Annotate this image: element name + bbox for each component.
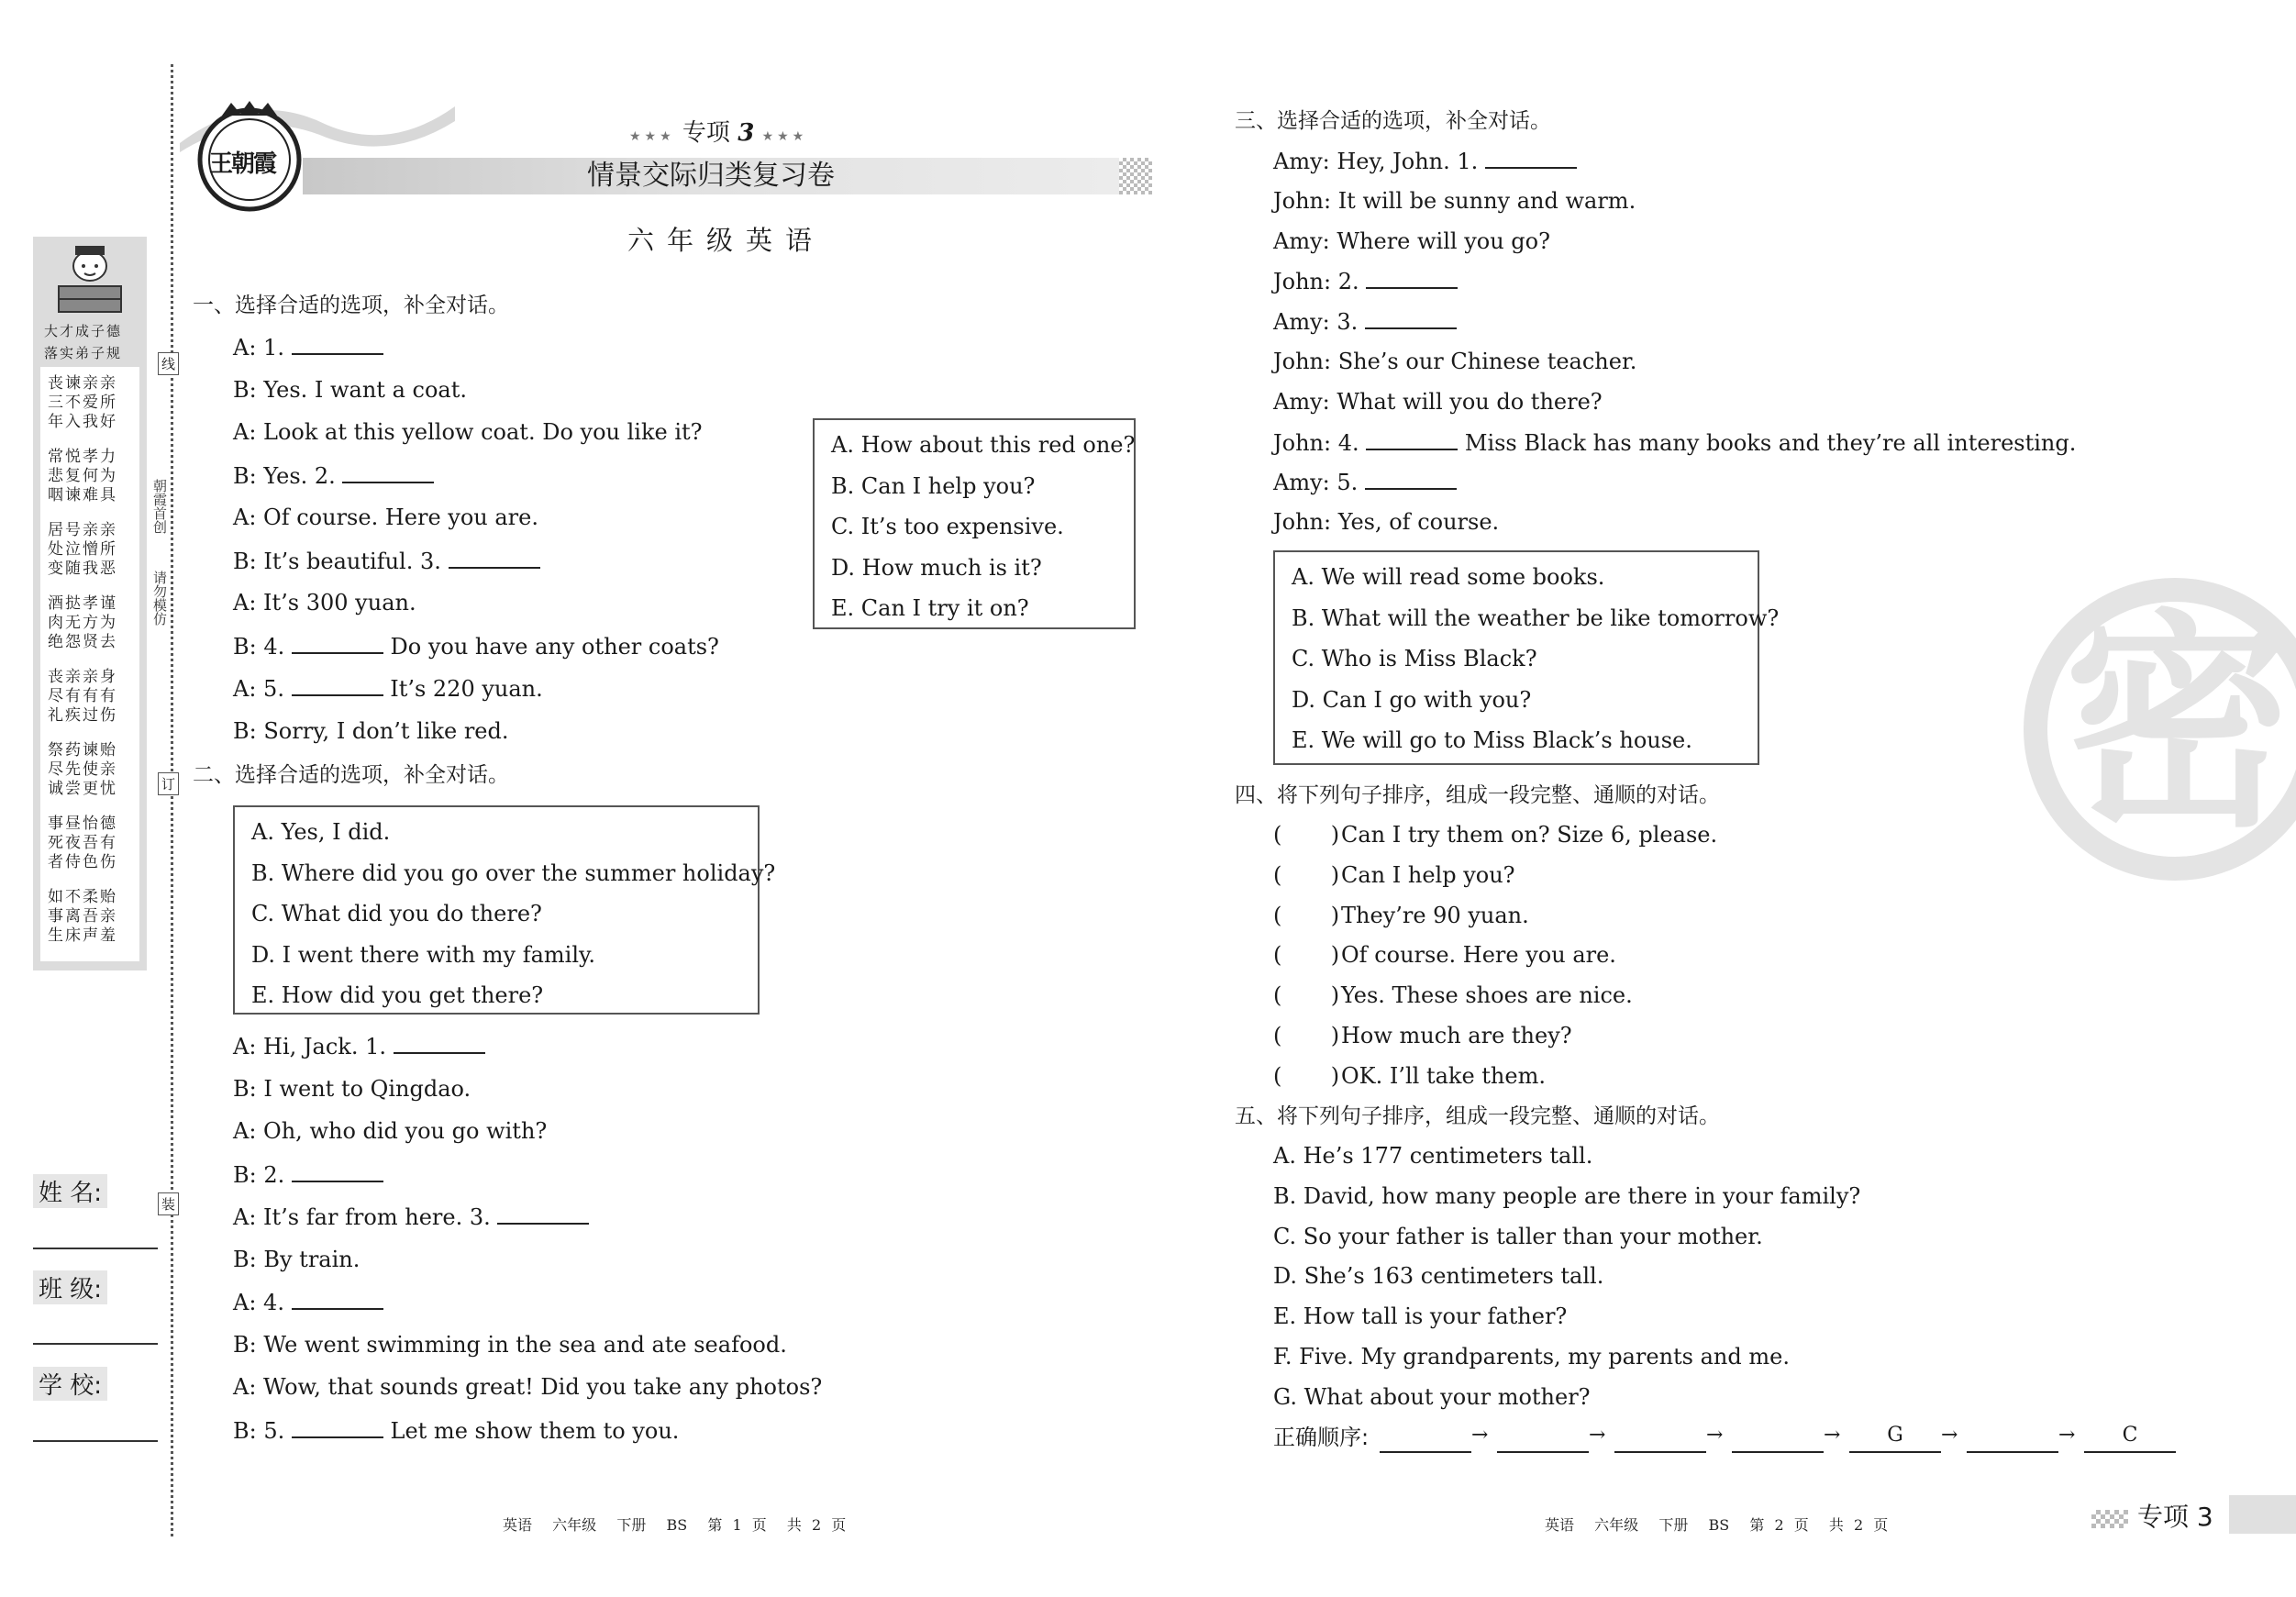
sidebar-verse-row: 变随我恶 <box>48 560 117 578</box>
line-text: B: 5. <box>233 1417 292 1444</box>
stars-left: ★★★ <box>629 129 675 144</box>
answer-blank[interactable] <box>497 1203 589 1225</box>
option-item: B. Can I help you? <box>831 472 1036 499</box>
dialogue-line <box>233 1160 383 1189</box>
line-text: A: It’s 300 yuan. <box>233 590 416 616</box>
sidebar-verse-row: 丧亲亲身 <box>48 668 117 686</box>
order-sentence: Of course. Here you are. <box>1341 942 1616 969</box>
answer-blank[interactable] <box>1485 147 1577 169</box>
dialogue-line <box>233 632 719 660</box>
order-slot[interactable] <box>1732 1424 1824 1453</box>
line-text: A: It’s far from here. 3. <box>233 1204 498 1230</box>
option-item: E. Can I try it on? <box>831 595 1029 621</box>
section1-options-box <box>813 418 1136 629</box>
order-slot[interactable] <box>1380 1424 1471 1453</box>
dialogue-line <box>233 589 416 616</box>
option-item: D. How much is it? <box>831 554 1042 581</box>
arrow-icon: → <box>1941 1424 1958 1447</box>
vertical-note-1: 朝霞首创 <box>151 479 168 534</box>
order-slot[interactable] <box>1967 1424 2058 1453</box>
line-text: Amy: 5. <box>1273 470 1365 496</box>
section3-options-box <box>1273 550 1780 765</box>
dialogue-line <box>233 461 434 490</box>
order-label: 正确顺序: <box>1273 1425 1370 1450</box>
sidebar-verse-row <box>48 726 117 741</box>
line-text: A: 4. <box>233 1290 292 1315</box>
dialogue-line <box>233 717 509 745</box>
sidebar-verse-row: 生床声羞 <box>48 926 117 945</box>
section4-heading: 四、将下列句子排序，组成一段完整、通顺的对话。 <box>1235 783 1720 807</box>
sidebar-verse-row: 诚尝更忧 <box>48 780 117 798</box>
sidebar-verse-row: 悲复何为 <box>48 467 117 485</box>
dialogue-line <box>1273 468 1457 496</box>
order-sentence: C. So your father is taller than your mother. <box>1273 1223 1763 1249</box>
option-item: A. Yes, I did. <box>251 819 391 845</box>
order-sentence: A. He’s 177 centimeters tall. <box>1273 1143 1593 1169</box>
sidebar-verse-row <box>48 872 117 888</box>
school-label: 学 校: <box>33 1367 107 1401</box>
dialogue-line <box>233 1246 360 1273</box>
order-slot[interactable]: G <box>1849 1424 1941 1453</box>
order-sentence: How much are they? <box>1341 1023 1572 1048</box>
answer-blank[interactable] <box>394 1032 485 1054</box>
sidebar-verse-row: 祭药谏贻 <box>48 741 117 760</box>
sidebar-verse-row: 尽有有有 <box>48 687 117 705</box>
footer-right: 英语 六年级 下册 BS 第 2 页 共 2 页 <box>1545 1516 1889 1534</box>
scholar-illustration-icon <box>46 240 134 323</box>
arrow-icon: → <box>1471 1424 1489 1447</box>
line-text: John: 4. <box>1273 429 1367 456</box>
line-text: B: Yes. 2. <box>233 462 343 489</box>
dialogue-line <box>233 376 467 404</box>
logo-text: 王朝霞 <box>209 150 276 178</box>
answer-blank[interactable] <box>342 461 434 483</box>
dialogue-line <box>233 504 538 531</box>
sidebar-motto-1: 大才成子德 <box>44 323 123 339</box>
order-answer-slot[interactable]: ( ) <box>1273 902 1340 928</box>
line-text: Amy: What will you do there? <box>1273 388 1603 415</box>
arrow-icon: → <box>1824 1424 1841 1447</box>
dialogue-line <box>1273 187 1636 215</box>
sidebar-verse-row <box>48 579 117 594</box>
option-item: C. It’s too expensive. <box>831 514 1064 539</box>
line-text: Amy: 3. <box>1273 309 1365 336</box>
line-text: A: Look at this yellow coat. Do you like it? <box>233 419 703 445</box>
answer-blank[interactable] <box>292 1288 383 1310</box>
section3-heading: 三、选择合适的选项，补全对话。 <box>1235 109 1551 133</box>
fold-mark-3: 装 <box>158 1192 179 1215</box>
line-text: B: I went to Qingdao. <box>233 1075 471 1102</box>
line-text: A: 1. <box>233 335 292 360</box>
stars-right: ★★★ <box>761 129 808 144</box>
series-label <box>629 114 807 148</box>
order-sentence: D. She’s 163 centimeters tall. <box>1273 1263 1604 1290</box>
sidebar-motto-2: 落实弟子规 <box>44 345 123 361</box>
order-sentence: Yes. These shoes are nice. <box>1341 982 1633 1009</box>
dialogue-line <box>233 333 383 361</box>
title-bar-checker <box>1119 158 1152 194</box>
sidebar-verse-row: 尽先使亲 <box>48 760 117 779</box>
dialogue-line <box>233 1075 471 1103</box>
sidebar-verse-row: 事离吾亲 <box>48 907 117 926</box>
sidebar-verse-row: 三不爱所 <box>48 394 117 412</box>
dialogue-line <box>233 418 703 446</box>
line-text: John: It will be sunny and warm. <box>1273 187 1636 214</box>
dialogue-line <box>233 1117 547 1145</box>
sidebar-verse-row: 居号亲亲 <box>48 521 117 539</box>
sidebar-verse-row <box>48 432 117 448</box>
option-item: A. How about this red one? <box>831 432 1136 458</box>
school-field[interactable] <box>33 1440 158 1442</box>
sidebar-verse-row: 处泣憎所 <box>48 540 117 559</box>
line-text: B: 2. <box>233 1161 292 1188</box>
dialogue-line <box>233 1203 589 1231</box>
order-sentence: Can I help you? <box>1341 861 1515 888</box>
fold-mark-1: 线 <box>158 352 179 375</box>
section2-options-box <box>233 805 776 1015</box>
line-text: Amy: Hey, John. 1. <box>1273 149 1485 174</box>
sidebar-verse-row: 绝怨贤去 <box>48 633 117 651</box>
line-text: A: Oh, who did you go with? <box>233 1118 548 1144</box>
line-text: B: Yes. I want a coat. <box>233 376 467 403</box>
option-item: E. We will go to Miss Black’s house. <box>1292 727 1692 753</box>
watermark-char: 密 <box>2064 591 2293 858</box>
line-text: B: We went swimming in the sea and ate seafood. <box>233 1331 787 1358</box>
dialogue-line <box>1273 428 2076 457</box>
section5-heading: 五、将下列句子排序，组成一段完整、通顺的对话。 <box>1235 1104 1720 1128</box>
dialogue-line <box>1273 508 1499 536</box>
order-slot[interactable]: C <box>2084 1424 2176 1453</box>
order-sentence: They’re 90 yuan. <box>1341 902 1529 928</box>
option-item: B. Where did you go over the summer holiday? <box>251 859 776 886</box>
line-text: A: 5. <box>233 676 292 702</box>
answer-blank[interactable] <box>292 674 383 696</box>
dialogue-line <box>233 1032 485 1060</box>
answer-blank[interactable] <box>292 1416 383 1438</box>
answer-blank[interactable] <box>449 547 540 569</box>
option-item: A. We will read some books. <box>1292 564 1605 590</box>
order-answer-row <box>1380 1424 2178 1453</box>
sidebar-verse-row: 者侍色伤 <box>48 853 117 871</box>
dialogue-line <box>1273 388 1603 416</box>
line-text: B: By train. <box>233 1246 360 1272</box>
option-item: C. What did you do there? <box>251 901 542 926</box>
answer-blank[interactable] <box>1366 267 1458 289</box>
sidebar-verse-row: 如不柔贻 <box>48 888 117 906</box>
footer-tag: 专项 3 <box>2137 1502 2213 1532</box>
line-text-after-blank: Miss Black has many books and they’re all interesting. <box>1458 429 2077 456</box>
sidebar-verses <box>48 374 117 946</box>
section1-heading: 一、选择合适的选项，补全对话。 <box>193 294 509 317</box>
dialogue-line <box>233 674 543 703</box>
name-label: 姓 名: <box>33 1174 107 1208</box>
line-text: A: Of course. Here you are. <box>233 505 538 530</box>
series-text: 专项 <box>682 119 730 147</box>
fold-mark-2: 订 <box>158 772 179 795</box>
order-answer-slot[interactable]: ( ) <box>1273 822 1340 848</box>
answer-blank[interactable] <box>292 333 383 355</box>
line-text: Amy: Where will you go? <box>1273 227 1550 254</box>
arrow-icon: → <box>1589 1424 1606 1447</box>
sidebar-verse-row: 常悦孝力 <box>48 448 117 466</box>
order-slot[interactable] <box>1614 1424 1706 1453</box>
dialogue-line <box>233 1331 787 1359</box>
dialogue-line <box>1273 227 1550 255</box>
option-item: C. Who is Miss Black? <box>1292 646 1537 671</box>
answer-blank[interactable] <box>292 1160 383 1182</box>
arrow-icon: → <box>2058 1424 2076 1447</box>
sidebar-verse-row: 丧谏亲亲 <box>48 374 117 393</box>
sidebar-verse-row: 死夜吾有 <box>48 834 117 852</box>
sidebar-verse-row: 礼疾过伤 <box>48 706 117 725</box>
sidebar-verse-row: 酒挞孝谨 <box>48 594 117 613</box>
sidebar-verse-row <box>48 799 117 815</box>
sidebar-verse-row: 年入我好 <box>48 413 117 431</box>
line-text: John: Yes, of course. <box>1273 509 1500 536</box>
dialogue-line <box>1273 348 1636 375</box>
order-slot[interactable] <box>1497 1424 1589 1453</box>
order-answer-slot[interactable]: ( ) <box>1273 1023 1340 1048</box>
order-answer-slot[interactable]: ( ) <box>1273 942 1340 969</box>
dialogue-line <box>233 547 540 575</box>
answer-blank[interactable] <box>1365 468 1457 490</box>
arrow-icon: → <box>1706 1424 1724 1447</box>
footer-tag-bg <box>2229 1495 2296 1534</box>
order-sentence: F. Five. My grandparents, my parents and me. <box>1273 1344 1790 1370</box>
page-title: 情景交际归类复习卷 <box>587 160 835 192</box>
dialogue-line <box>233 1288 383 1316</box>
footer-tag-squares <box>2091 1510 2128 1528</box>
dialogue-line <box>1273 267 1458 295</box>
line-text: A: Hi, Jack. 1. <box>233 1034 394 1059</box>
class-field[interactable] <box>33 1343 158 1345</box>
dialogue-line <box>1273 307 1457 336</box>
order-sentence: Can I try them on? Size 6, please. <box>1341 822 1718 848</box>
dialogue-line <box>233 1416 679 1445</box>
option-item: E. How did you get there? <box>251 982 544 1008</box>
line-text: John: 2. <box>1273 269 1367 295</box>
order-answer-slot[interactable]: ( ) <box>1273 982 1340 1009</box>
subject-title: 六年级英语 <box>627 225 826 256</box>
option-item: D. I went there with my family. <box>251 941 596 968</box>
section2-heading: 二、选择合适的选项，补全对话。 <box>193 763 509 787</box>
line-text: B: 4. <box>233 633 292 660</box>
line-text-after-blank: Do you have any other coats? <box>383 633 719 660</box>
line-text: B: It’s beautiful. 3. <box>233 548 449 574</box>
sidebar-verse-row <box>48 652 117 668</box>
line-text: John: She’s our Chinese teacher. <box>1273 349 1637 374</box>
order-sentence: E. How tall is your father? <box>1273 1303 1568 1330</box>
binding-dotted-line <box>171 64 173 1536</box>
order-sentence: OK. I’ll take them. <box>1341 1062 1546 1089</box>
series-number: 3 <box>738 119 755 147</box>
answer-blank[interactable] <box>1365 307 1457 329</box>
vertical-note-2: 请勿模仿 <box>151 571 168 626</box>
footer-left: 英语 六年级 下册 BS 第 1 页 共 2 页 <box>503 1516 847 1534</box>
order-answer-slot[interactable]: ( ) <box>1273 861 1340 888</box>
option-item: D. Can I go with you? <box>1292 686 1532 713</box>
line-text-after-blank: It’s 220 yuan. <box>383 676 543 702</box>
line-text-after-blank: Let me show them to you. <box>383 1417 680 1444</box>
order-sentence: G. What about your mother? <box>1273 1383 1591 1410</box>
sidebar-verse-row: 事昼怡德 <box>48 815 117 833</box>
class-label: 班 级: <box>33 1270 107 1304</box>
dialogue-line <box>1273 147 1577 175</box>
option-item: B. What will the weather be like tomorrow? <box>1292 604 1780 631</box>
line-text: B: Sorry, I don’t like red. <box>233 717 509 744</box>
dialogue-line <box>233 1373 822 1401</box>
answer-blank[interactable] <box>292 632 383 654</box>
answer-blank[interactable] <box>1366 428 1458 450</box>
sidebar-verse-row: 咽谏难具 <box>48 486 117 505</box>
order-answer-slot[interactable]: ( ) <box>1273 1062 1340 1089</box>
name-field[interactable] <box>33 1248 158 1249</box>
line-text: A: Wow, that sounds great! Did you take any photos? <box>233 1374 823 1400</box>
sidebar-verse-row: 肉无方为 <box>48 614 117 632</box>
order-sentence: B. David, how many people are there in your family? <box>1273 1182 1861 1209</box>
sidebar-verse-row <box>48 505 117 521</box>
